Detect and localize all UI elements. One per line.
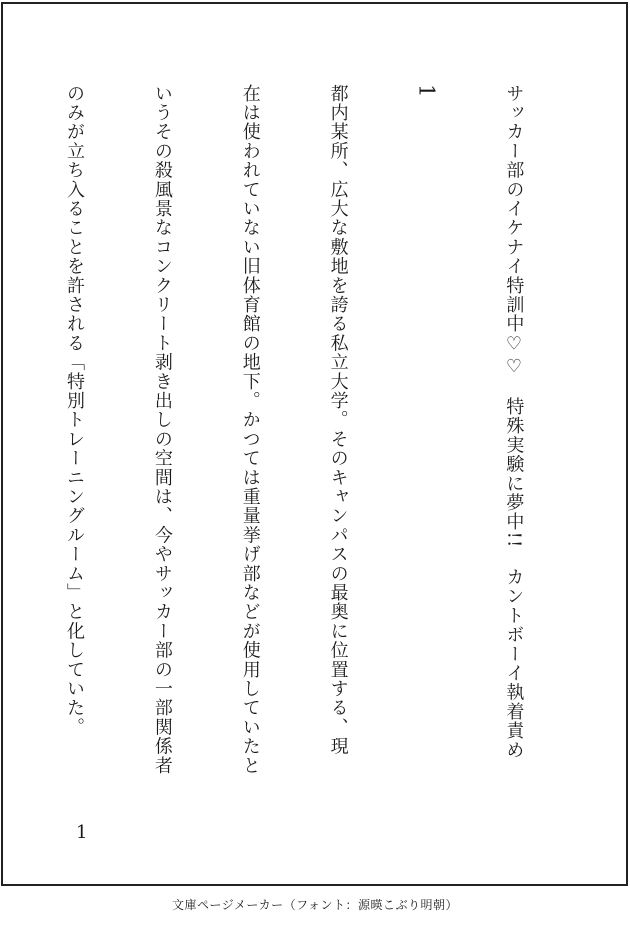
text-line-1: 都内某所、広大な敷地を誇る私立大学。そのキャンパスの最奥に位置する、現	[327, 84, 349, 756]
text-line-3: いうその殺風景なコンクリート剥き出しの空間は、今やサッカー部の一部関係者	[151, 84, 173, 776]
page-number: 1	[76, 822, 88, 843]
footer-credit: 文庫ページメーカー（フォント：源暎こぶり明朝）	[171, 898, 459, 912]
text-line-5	[0, 84, 1, 744]
chapter-number: 1	[414, 84, 439, 99]
text-line-2: 在は使われていない旧体育館の地下。かつては重量挙げ部などが使用していたと	[239, 84, 261, 776]
text-line-4: のみが立ち入ることを許される「特別トレーニングルーム」と化していた。	[63, 84, 85, 737]
story-title: サッカー部のイケナイ特訓中♡♡ 特殊実験に夢中!! カントボーイ執着責め	[503, 84, 525, 760]
vertical-text-block	[0, 84, 587, 776]
